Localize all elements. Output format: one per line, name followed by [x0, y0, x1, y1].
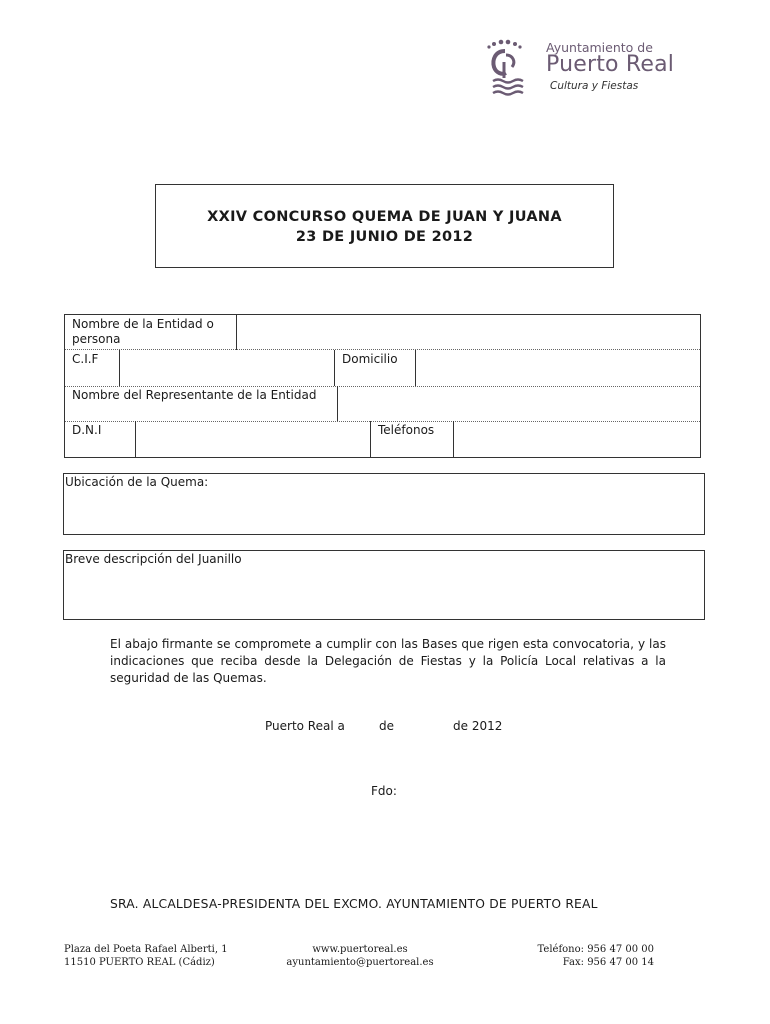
- dni-label: D.N.I: [72, 423, 102, 437]
- telefonos-label: Teléfonos: [378, 423, 435, 437]
- footer-contact: [260, 943, 460, 969]
- declaration-paragraph: El abajo firmante se compromete a cumplir con las Bases que rigen esta convocatoria, y las indicaciones que reciba desde la Delegación de Fiestas y la Policía Local relativas a la seguridad de las Quemas.: [110, 637, 666, 685]
- puerto-real-emblem-icon: [484, 38, 544, 98]
- descripcion-juanillo-field[interactable]: [63, 550, 705, 620]
- date-place: Puerto Real a: [265, 719, 345, 733]
- representante-label: Nombre del Representante de la Entidad: [72, 388, 317, 402]
- domicilio-field[interactable]: [416, 350, 700, 386]
- footer-fax: Fax: 956 47 00 14: [562, 957, 654, 968]
- descripcion-juanillo-label: Breve descripción del Juanillo: [65, 552, 242, 566]
- dni-field[interactable]: [136, 421, 370, 457]
- telefonos-field[interactable]: [454, 421, 700, 457]
- municipal-logo: [484, 38, 674, 98]
- footer-address: [64, 943, 228, 969]
- footer-phones: [494, 943, 654, 969]
- logo-line-puerto-real: Puerto Real: [546, 52, 675, 77]
- representante-field[interactable]: [338, 386, 700, 421]
- footer-email[interactable]: ayuntamiento@puertoreal.es: [286, 957, 434, 968]
- title-box: [155, 184, 614, 268]
- footer-website[interactable]: www.puertoreal.es: [312, 944, 408, 955]
- footer-address-line2: 11510 PUERTO REAL (Cádiz): [64, 957, 215, 968]
- nombre-entidad-label: Nombre de la Entidad o persona: [72, 317, 214, 346]
- recipient-line: SRA. ALCALDESA-PRESIDENTA DEL EXCMO. AYUNTAMIENTO DE PUERTO REAL: [110, 897, 598, 911]
- domicilio-label: Domicilio: [342, 352, 398, 366]
- cif-label: C.I.F: [72, 352, 99, 366]
- date-de-year: de 2012: [453, 719, 503, 733]
- cif-field[interactable]: [120, 350, 334, 386]
- footer-address-line1: Plaza del Poeta Rafael Alberti, 1: [64, 944, 228, 955]
- logo-line-ayuntamiento: Ayuntamiento de: [546, 40, 653, 55]
- signature-label: Fdo:: [371, 784, 397, 798]
- document-title: XXIV CONCURSO QUEMA DE JUAN Y JUANA: [207, 209, 562, 225]
- logo-line-department: Cultura y Fiestas: [550, 80, 639, 92]
- nombre-entidad-field[interactable]: [237, 315, 700, 349]
- ubicacion-quema-field[interactable]: [63, 473, 705, 535]
- ubicacion-quema-label: Ubicación de la Quema:: [65, 475, 209, 489]
- registration-form: [64, 314, 701, 458]
- document-date-title: 23 DE JUNIO DE 2012: [295, 229, 474, 245]
- date-de-month: de: [379, 719, 394, 733]
- footer-phone: Teléfono: 956 47 00 00: [537, 944, 654, 955]
